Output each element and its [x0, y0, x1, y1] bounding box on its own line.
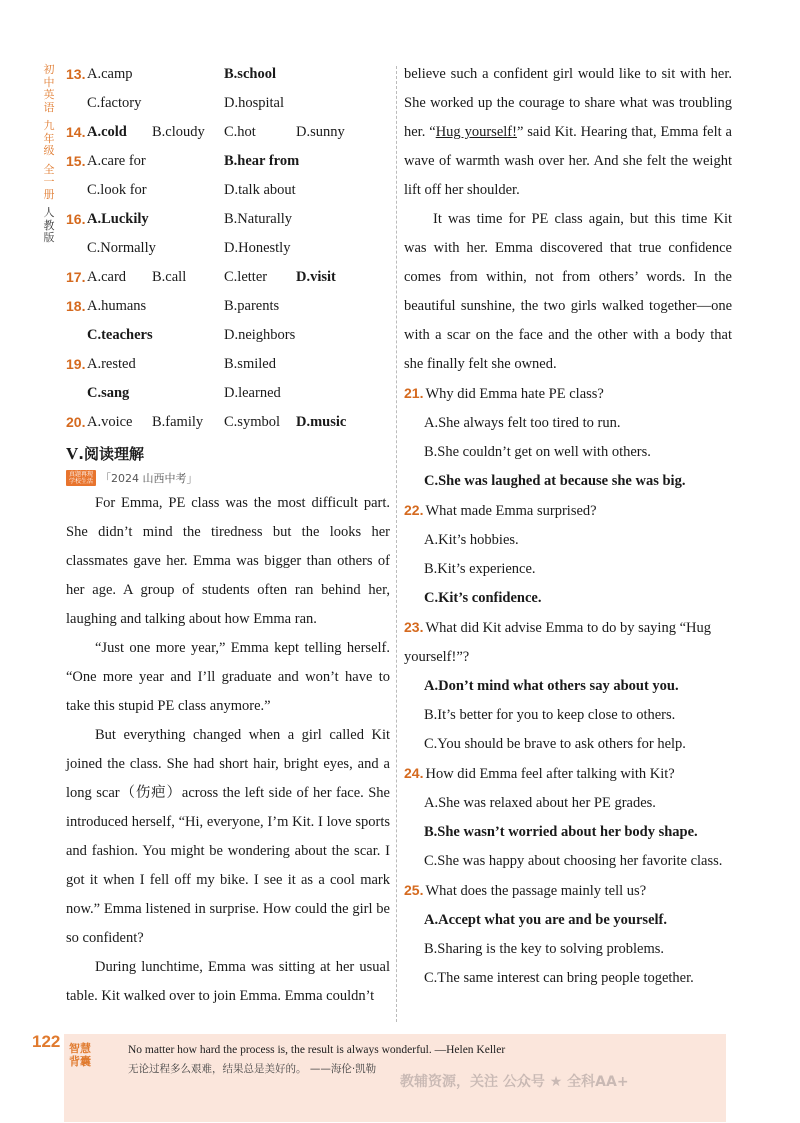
option-c: C.factory	[87, 95, 142, 111]
option-b: B.smiled	[224, 356, 276, 372]
cloze-options	[66, 60, 390, 437]
footer-logo: 智慧背囊	[69, 1042, 91, 1068]
option-c: C.symbol	[224, 414, 280, 430]
option-row	[66, 321, 390, 350]
option-row	[66, 350, 390, 379]
answer-option: A.Accept what you are and be yourself.	[424, 912, 667, 928]
option-c: C.Normally	[87, 240, 156, 256]
option-row	[66, 379, 390, 408]
question-number: 24.	[404, 765, 424, 781]
option-row	[66, 147, 390, 176]
option-d: D.Honestly	[224, 240, 291, 256]
option-a: A.cold	[87, 124, 127, 140]
option-d: D.hospital	[224, 95, 285, 111]
section-name: .阅读理解	[78, 445, 144, 463]
answer-option: B.It’s better for you to keep close to others.	[424, 707, 676, 723]
left-column	[66, 60, 390, 1011]
answer-option: C.You should be brave to ask others for help.	[424, 736, 686, 752]
quote-chinese: 无论过程多么艰难，结果总是美好的。 ——海伦·凯勒	[128, 1063, 377, 1075]
option-b: B.call	[152, 269, 187, 285]
quote-english: No matter how hard the process is, the result is always wonderful. —Helen Keller	[128, 1044, 506, 1056]
passage-text: ” said Kit. Hearing that, Emma felt a wave of warmth wash over her. And she felt the weight lift off her shoulder.	[404, 124, 732, 198]
underlined-phrase: Hug yourself!	[435, 124, 517, 140]
option-row	[66, 263, 390, 292]
answer-option: B.She wasn’t worried about her body shape.	[424, 824, 698, 840]
column-divider	[396, 66, 397, 1022]
answer-option: B.She couldn’t get on well with others.	[424, 444, 651, 460]
option-c: C.hot	[224, 124, 256, 140]
source-badge: 真题再现 学校生活	[66, 470, 96, 486]
option-d: D.sunny	[296, 124, 345, 140]
passage-paragraph: It was time for PE class again, but this time Kit was with her. Emma discovered that true confidence comes from within, not from others’ words. In the beautiful sunshine, the two girls walked together—one with a scar on the face and the other with a body that she finally felt she owned.	[404, 211, 732, 372]
answer-option: A.Don’t mind what others say about you.	[424, 678, 679, 694]
question-number: 13.	[66, 66, 86, 82]
right-column	[404, 60, 732, 993]
question-text: What did Kit advise Emma to do by saying “Hug yourself!”?	[404, 620, 711, 665]
answer-option: A.Kit’s hobbies.	[424, 532, 519, 548]
option-row	[66, 408, 390, 437]
option-d: D.talk about	[224, 182, 296, 198]
question-text: How did Emma feel after talking with Kit?	[425, 766, 675, 782]
question-number: 25.	[404, 882, 424, 898]
option-b: B.cloudy	[152, 124, 205, 140]
source-text: 「2024 山西中考」	[100, 472, 198, 485]
question-text: Why did Emma hate PE class?	[425, 386, 604, 402]
option-row	[66, 60, 390, 89]
option-row	[66, 205, 390, 234]
passage-paragraph: But everything changed when a girl called Kit joined the class. She had short hair, bright eyes, and a long scar（伤疤）across the left side of her face. She introduced herself, “Hi, everyone, I’m Kit. I love sports and fashion. You might be wondering about the scar. I got it when I fell off my bike. I see it as a cool mark now.” Emma listened in surprise. How could the girl be so confident?	[66, 727, 390, 946]
option-a: A.camp	[87, 66, 133, 82]
question-stem	[404, 759, 732, 789]
spine-subject: 初中英语	[43, 63, 55, 114]
spine-grade: 九年级	[43, 119, 55, 157]
option-a: A.humans	[87, 298, 147, 314]
option-d: D.music	[296, 414, 347, 430]
question-number: 16.	[66, 211, 86, 227]
answer-option: B.Kit’s experience.	[424, 561, 536, 577]
option-c: C.teachers	[87, 327, 153, 343]
question-number: 20.	[66, 414, 86, 430]
option-a: A.Luckily	[87, 211, 149, 227]
option-c: C.look for	[87, 182, 147, 198]
question-number: 22.	[404, 502, 424, 518]
page-number: 122	[32, 1032, 61, 1051]
question-text: What made Emma surprised?	[425, 503, 597, 519]
option-b: B.family	[152, 414, 204, 430]
passage-paragraph: For Emma, PE class was the most difficult part. She didn’t mind the tiredness but the looks her classmates gave her. Emma was bigger than others of her age. A group of students often ran behind her, laughing and talking about how Emma ran.	[66, 495, 390, 627]
question-number: 17.	[66, 269, 86, 285]
source-line	[66, 467, 390, 489]
answer-option: A.She always felt too tired to run.	[424, 415, 621, 431]
passage-text: believe such a confident girl would like to sit with her. She worked up the courage to share what was troubling her. “	[404, 66, 732, 140]
question-stem	[404, 496, 732, 526]
option-d: D.neighbors	[224, 327, 296, 343]
option-c: C.letter	[224, 269, 268, 285]
passage-paragraph: “Just one more year,” Emma kept telling herself. “One more year and I’ll graduate and won’t have to take this stupid PE class anymore.”	[66, 640, 390, 714]
section-roman: V	[66, 444, 79, 463]
option-d: D.visit	[296, 269, 336, 285]
question-number: 21.	[404, 385, 424, 401]
passage-paragraph: During lunchtime, Emma was sitting at her usual table. Kit walked over to join Emma. Emma couldn’t	[66, 959, 390, 1004]
question-stem	[404, 613, 732, 672]
option-c: C.sang	[87, 385, 130, 401]
question-stem	[404, 379, 732, 409]
answer-option: C.Kit’s confidence.	[424, 590, 542, 606]
spine-edition: 人教版	[43, 206, 55, 244]
question-number: 19.	[66, 356, 86, 372]
section-title	[66, 441, 390, 467]
option-a: A.care for	[87, 153, 146, 169]
option-b: B.Naturally	[224, 211, 293, 227]
answer-option: C.She was laughed at because she was big.	[424, 473, 686, 489]
option-row	[66, 292, 390, 321]
option-d: D.learned	[224, 385, 281, 401]
question-number: 23.	[404, 619, 424, 635]
question-number: 14.	[66, 124, 86, 140]
option-row	[66, 176, 390, 205]
question-number: 15.	[66, 153, 86, 169]
answer-option: C.She was happy about choosing her favorite class.	[424, 853, 723, 869]
question-text: What does the passage mainly tell us?	[425, 883, 647, 899]
option-row	[66, 118, 390, 147]
option-a: A.voice	[87, 414, 133, 430]
watermark-text: 教辅资源，关注 公众号 ★ 全科AA+	[400, 1074, 629, 1090]
question-list	[404, 379, 732, 993]
passage-paragraph-continued	[404, 60, 732, 205]
answer-option: C.The same interest can bring people together.	[424, 970, 694, 986]
answer-option: B.Sharing is the key to solving problems.	[424, 941, 665, 957]
spine-volume: 全一册	[43, 162, 55, 201]
option-row	[66, 234, 390, 263]
question-number: 18.	[66, 298, 86, 314]
option-b: B.parents	[224, 298, 280, 314]
question-stem	[404, 876, 732, 906]
option-b: B.school	[224, 66, 276, 82]
answer-option: A.She was relaxed about her PE grades.	[424, 795, 656, 811]
option-row	[66, 89, 390, 118]
option-b: B.hear from	[224, 153, 300, 169]
book-spine-label	[42, 64, 56, 245]
option-a: A.card	[87, 269, 127, 285]
option-a: A.rested	[87, 356, 136, 372]
